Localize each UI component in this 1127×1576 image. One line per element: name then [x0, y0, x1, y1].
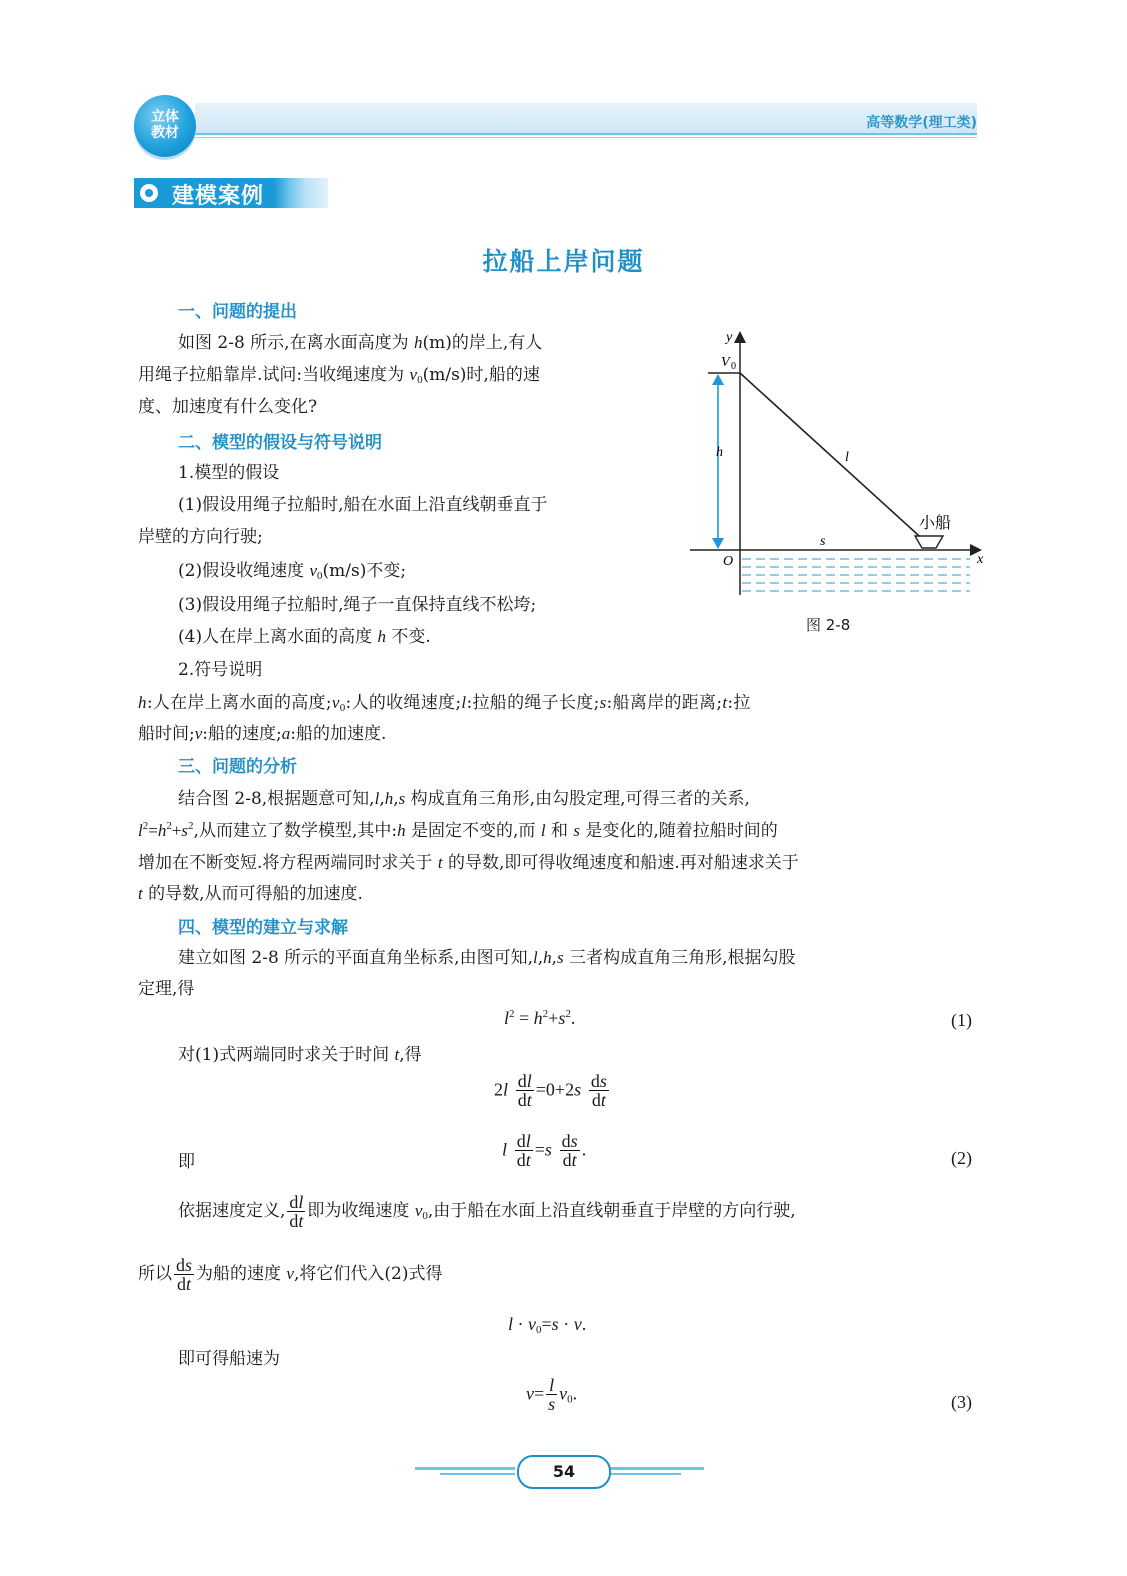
water-area [742, 559, 970, 591]
equation-3: v= $\frac{l}{s}$ $v_0$. [526, 1375, 578, 1414]
section-heading-1: 一、问题的提出 [178, 302, 297, 322]
differentiate-line: 对(1)式两端同时求关于时间 t,得 [178, 1045, 422, 1065]
analysis-line4: t 的导数,从而可得船的加速度. [138, 884, 363, 904]
equation-3-number: (3) [951, 1392, 972, 1412]
page-title: 拉船上岸问题 [482, 247, 645, 276]
symbols-line2: 船时间;v:船的速度;a:船的加速度. [138, 724, 387, 744]
v0-label: V [721, 355, 730, 370]
hypothesis-2: (2)假设收绳速度 $v_0(m/s)$不变; [178, 561, 407, 582]
hypothesis-1-line2: 岸壁的方向行驶; [138, 527, 263, 547]
analysis-line2: $l^2=h^2+s^2$,从而建立了数学模型,其中:h 是固定不变的,而 l 和 s 是变化的,随着拉船时间的 [138, 820, 778, 841]
solution-line1: 建立如图 2-8 所示的平面直角坐标系,由图可知,l,h,s 三者构成直角三角形,根据勾股 [178, 948, 796, 968]
v0-subscript: 0 [731, 361, 736, 372]
h-label: h [716, 445, 723, 460]
product-equation: $l \cdot v_0=s \cdot v$. [508, 1314, 587, 1336]
equation-2-number: (2) [951, 1148, 972, 1168]
textbook-badge [134, 95, 196, 157]
badge-line1: 立体 [151, 109, 179, 125]
ji-label: 即 [178, 1152, 195, 1172]
boat-speed-intro: 即可得船速为 [178, 1349, 280, 1369]
section-heading-3: 三、问题的分析 [178, 757, 297, 777]
hypothesis-4: (4)人在岸上离水面的高度 h 不变. [178, 627, 431, 647]
equation-1-number: (1) [951, 1010, 972, 1030]
s-label: s [820, 534, 826, 549]
symbols-line1: h:人在岸上离水面的高度$;v_0$:人的收绳速度;l:拉船的绳子长度;s:船离岸的距离;t:拉 [138, 693, 751, 714]
footer-line-left [415, 1467, 515, 1470]
derivative-equation: 2l $\frac{dl}{dt}$ =0+2s $\frac{ds}{dt}$ [494, 1071, 607, 1110]
para1-line2: 用绳子拉船靠岸.试问:当收绳速度为 $v_0(m/s)$时,船的速 [138, 365, 540, 386]
analysis-line3: 增加在不断变短.将方程两端同时求关于 t 的导数,即可得收绳速度和船速.再对船速求关于 [138, 853, 799, 873]
header-divider [195, 137, 977, 138]
symbols-title: 2.符号说明 [178, 660, 263, 680]
solution-line2: 定理,得 [138, 979, 195, 999]
book-title: 高等数学(理工类) [866, 115, 977, 131]
footer-line-right [609, 1467, 704, 1470]
hypothesis-1-line1: (1)假设用绳子拉船时,船在水面上沿直线朝垂直于 [178, 495, 548, 515]
figure-2-8 [690, 325, 990, 610]
equation-2: l $\frac{dl}{dt}$ =s $\frac{ds}{dt}$ . [502, 1131, 587, 1170]
analysis-line1: 结合图 2-8,根据题意可知,l,h,s 构成直角三角形,由勾股定理,可得三者的关系, [178, 789, 750, 809]
footer-line-right-2 [609, 1473, 681, 1475]
rope-line [740, 373, 928, 544]
para1-line1: 如图 2-8 所示,在离水面高度为 h(m)的岸上,有人 [178, 333, 543, 353]
section-heading-4: 四、模型的建立与求解 [178, 918, 348, 938]
velocity-definition-line: 依据速度定义, $\frac{dl}{dt}$ 即为收绳速度 $v_0$,由于船在水面上沿直线朝垂直于岸壁的方向行驶, [178, 1192, 796, 1231]
boat-velocity-line: 所以 $\frac{ds}{dt}$ 为船的速度 v,将它们代入(2)式得 [138, 1255, 443, 1294]
badge-line2: 教材 [151, 125, 179, 141]
boat-shape [915, 536, 943, 548]
page-number: 54 [517, 1455, 611, 1489]
banner-label: 建模案例 [172, 184, 265, 209]
header-bar [195, 103, 977, 135]
boat-label: 小船 [919, 513, 952, 532]
x-axis-label: x [977, 552, 984, 567]
para1-line3: 度、加速度有什么变化? [138, 397, 318, 417]
origin-label: O [723, 554, 734, 569]
l-label: l [845, 450, 849, 465]
equation-1: $l^2 = h^2+s^2$. [504, 1008, 576, 1028]
figure-caption: 图 2-8 [806, 616, 851, 634]
section-heading-2: 二、模型的假设与符号说明 [178, 433, 382, 453]
hypothesis-title: 1.模型的假设 [178, 463, 280, 483]
y-axis-label: y [726, 330, 733, 345]
banner-circle-icon [140, 184, 158, 202]
footer-line-left-2 [440, 1473, 515, 1475]
hypothesis-3: (3)假设用绳子拉船时,绳子一直保持直线不松垮; [178, 595, 537, 615]
